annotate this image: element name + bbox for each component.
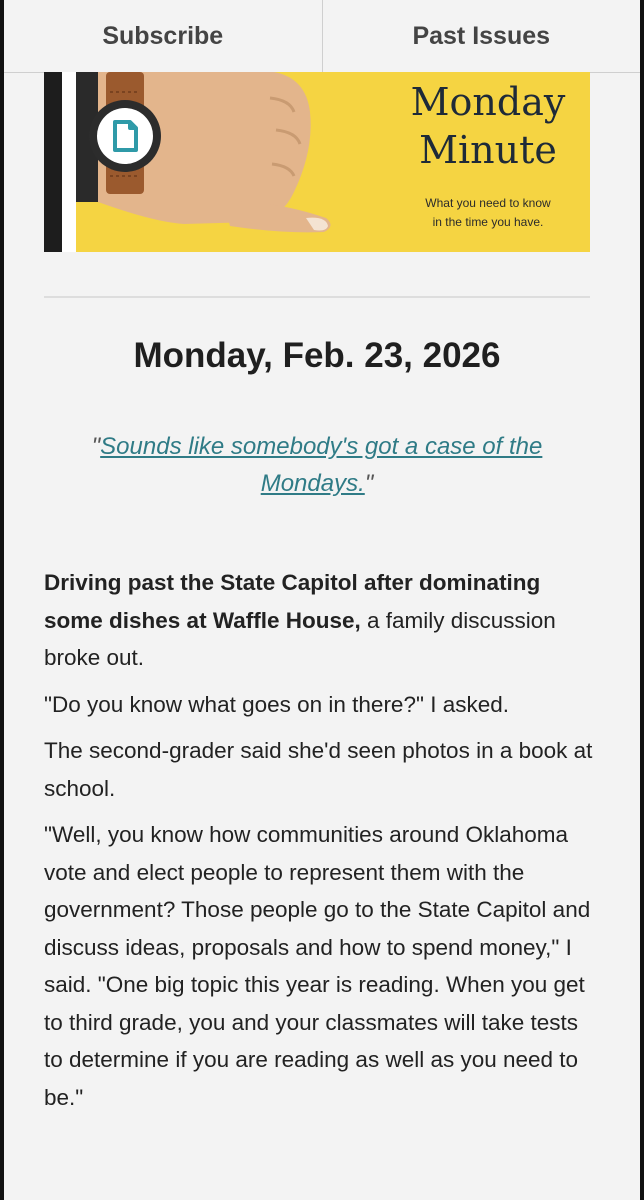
top-nav [4,0,640,73]
sleeve-icon [44,72,62,252]
lead-in-rest: a family discussion broke out. [44,607,556,670]
lead-in-bold: Driving past the State Capitol after dominating some dishes at Waffle House, [44,570,541,633]
paragraph: "Do you know what goes on in there?" I asked. [44,691,509,717]
paragraph: "Well, you know how communities around Oklahoma vote and elect people to represent them with the government? Those people go to the State Capitol and discuss ideas, proposals and how to spend money," I said. "One big topic this year is reading. When you get to third grade, you and your classmates will take tests to determine if you are reading as well as you need to be." [44,822,591,1110]
banner-title-line2: Minute [419,128,557,172]
article-body [44,564,600,1125]
issue-date: Monday, Feb. 23, 2026 [133,336,501,375]
banner-title [388,78,588,174]
banner-tagline-line1: What you need to know [425,196,551,210]
newsletter-banner [44,72,590,252]
quote-open-mark: " [91,433,101,460]
paragraph [44,564,600,677]
banner-tagline [388,194,588,232]
banner-title-line1: Monday [410,80,566,124]
right-edge [640,0,644,1200]
divider [44,296,590,298]
paragraph: The second-grader said she'd seen photos in a book at school. [44,738,593,801]
quote-close-mark: " [364,470,374,497]
left-edge [0,0,4,1200]
subscribe-link[interactable]: Subscribe [102,21,224,50]
quote-link[interactable]: Sounds like somebody's got a case of the Mondays. [100,433,543,497]
opening-quote [70,428,564,502]
banner-tagline-line2: in the time you have. [432,215,544,229]
past-issues-link[interactable]: Past Issues [412,21,551,50]
